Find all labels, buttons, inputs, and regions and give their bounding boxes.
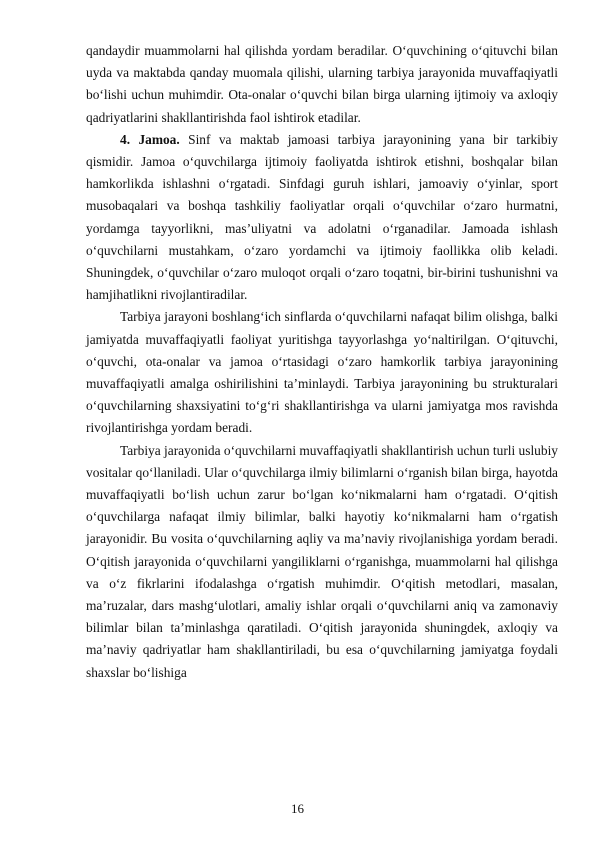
paragraph-3: Tarbiya jarayoni boshlang‘ich sinflarda o‘quvchilarni nafaqat bilim olishga, balki jamiyatda muvaffaqiyatli faoliyat yuritishga tayyorlashga yo‘naltirilgan. O‘qituvchi, o‘quvchi, ota-onalar va jamoa o‘rtasidagi o‘zaro hamkorlik tarbiya jarayonining muvaffaqiyatli amalga oshirilishini ta’minlaydi. Tarbiya jarayonining bu strukturalari o‘quvchilarning shaxsiyatini to‘g‘ri shakllantirishga va ularni jamiyatga mos ravishda rivojlantirishga yordam beradi. <box>86 309 558 436</box>
page-number: 16 <box>291 801 304 816</box>
document-page <box>86 40 558 684</box>
paragraph-jamoa <box>86 129 558 307</box>
paragraph-1: qandaydir muammolarni hal qilishda yordam beradilar. O‘quvchining o‘qituvchi bilan uyda va maktabda qanday muomala qilishi, ularning tarbiya jarayonida muvaffaqiyatli bo‘lishi uchun muhimdir. Ota-onalar o‘quvchi bilan birga ularning ijtimoiy va axloqiy qadriyatlarini shakllantirishda faol ishtirok etadilar. <box>86 43 558 125</box>
paragraph-4: Tarbiya jarayonida o‘quvchilarni muvaffaqiyatli shakllantirish uchun turli uslubiy vositalar qo‘llaniladi. Ular o‘quvchilarga ilmiy bilimlarni o‘rganish bilan birga, hayotda muvaffaqiyatli bo‘lish uchun zarur bo‘lgan ko‘nikmalarni ham o‘rgatadi. O‘qitish o‘quvchilarga nafaqat ilmiy bilimlar, balki hayotiy ko‘nikmalarni ham o‘rgatish jarayonidir. Bu vosita o‘quvchilarning aqliy va ma’naviy rivojlanishiga yordam beradi. O‘qitish jarayonida o‘quvchilarni yangiliklarni o‘rganishga, muammolarni hal qilishga va o‘z fikrlarini ifodalashga o‘rgatish muhimdir. O‘qitish metodlari, masalan, ma’ruzalar, dars mashg‘ulotlari, amaliy ishlar orqali o‘quvchilarni aniq va zamonaviy bilimlar bilan ta’minlashga qaratiladi. O‘qitish jarayonida shuningdek, axloqiy va ma’naviy qadriyatlar ham shakllantiriladi, bu esa o‘quvchilarning jamiyatga foydali shaxslar bo‘lishiga <box>86 442 558 680</box>
section-heading-jamoa: 4. Jamoa. <box>120 131 180 147</box>
paragraph-jamoa-body: Sinf va maktab jamoasi tarbiya jarayonining yana bir tarkibiy qismidir. Jamoa o‘quvchilarga ijtimoiy faoliyatda ishtirok etishni, boshqalar bilan hamkorlikda ishlashni o‘rgatadi. Sinfdagi guruh ishlari, jamoaviy o‘yinlar, sport musobaqalari va boshqa tashkiliy faoliyatlar orqali o‘quvchilar o‘zaro hurmatni, yordamga tayyorlikni, mas’uliyatni va adolatni o‘rganadilar. Jamoada ishlash o‘quvchilarni mustahkam, o‘zaro yordamchi va ijtimoiy faollikka olib keladi. Shuningdek, o‘quvchilar o‘zaro muloqot orqali o‘zaro toqatni, bir-birini tushunishni va hamjihatlikni rivojlantiradilar. <box>86 131 558 303</box>
